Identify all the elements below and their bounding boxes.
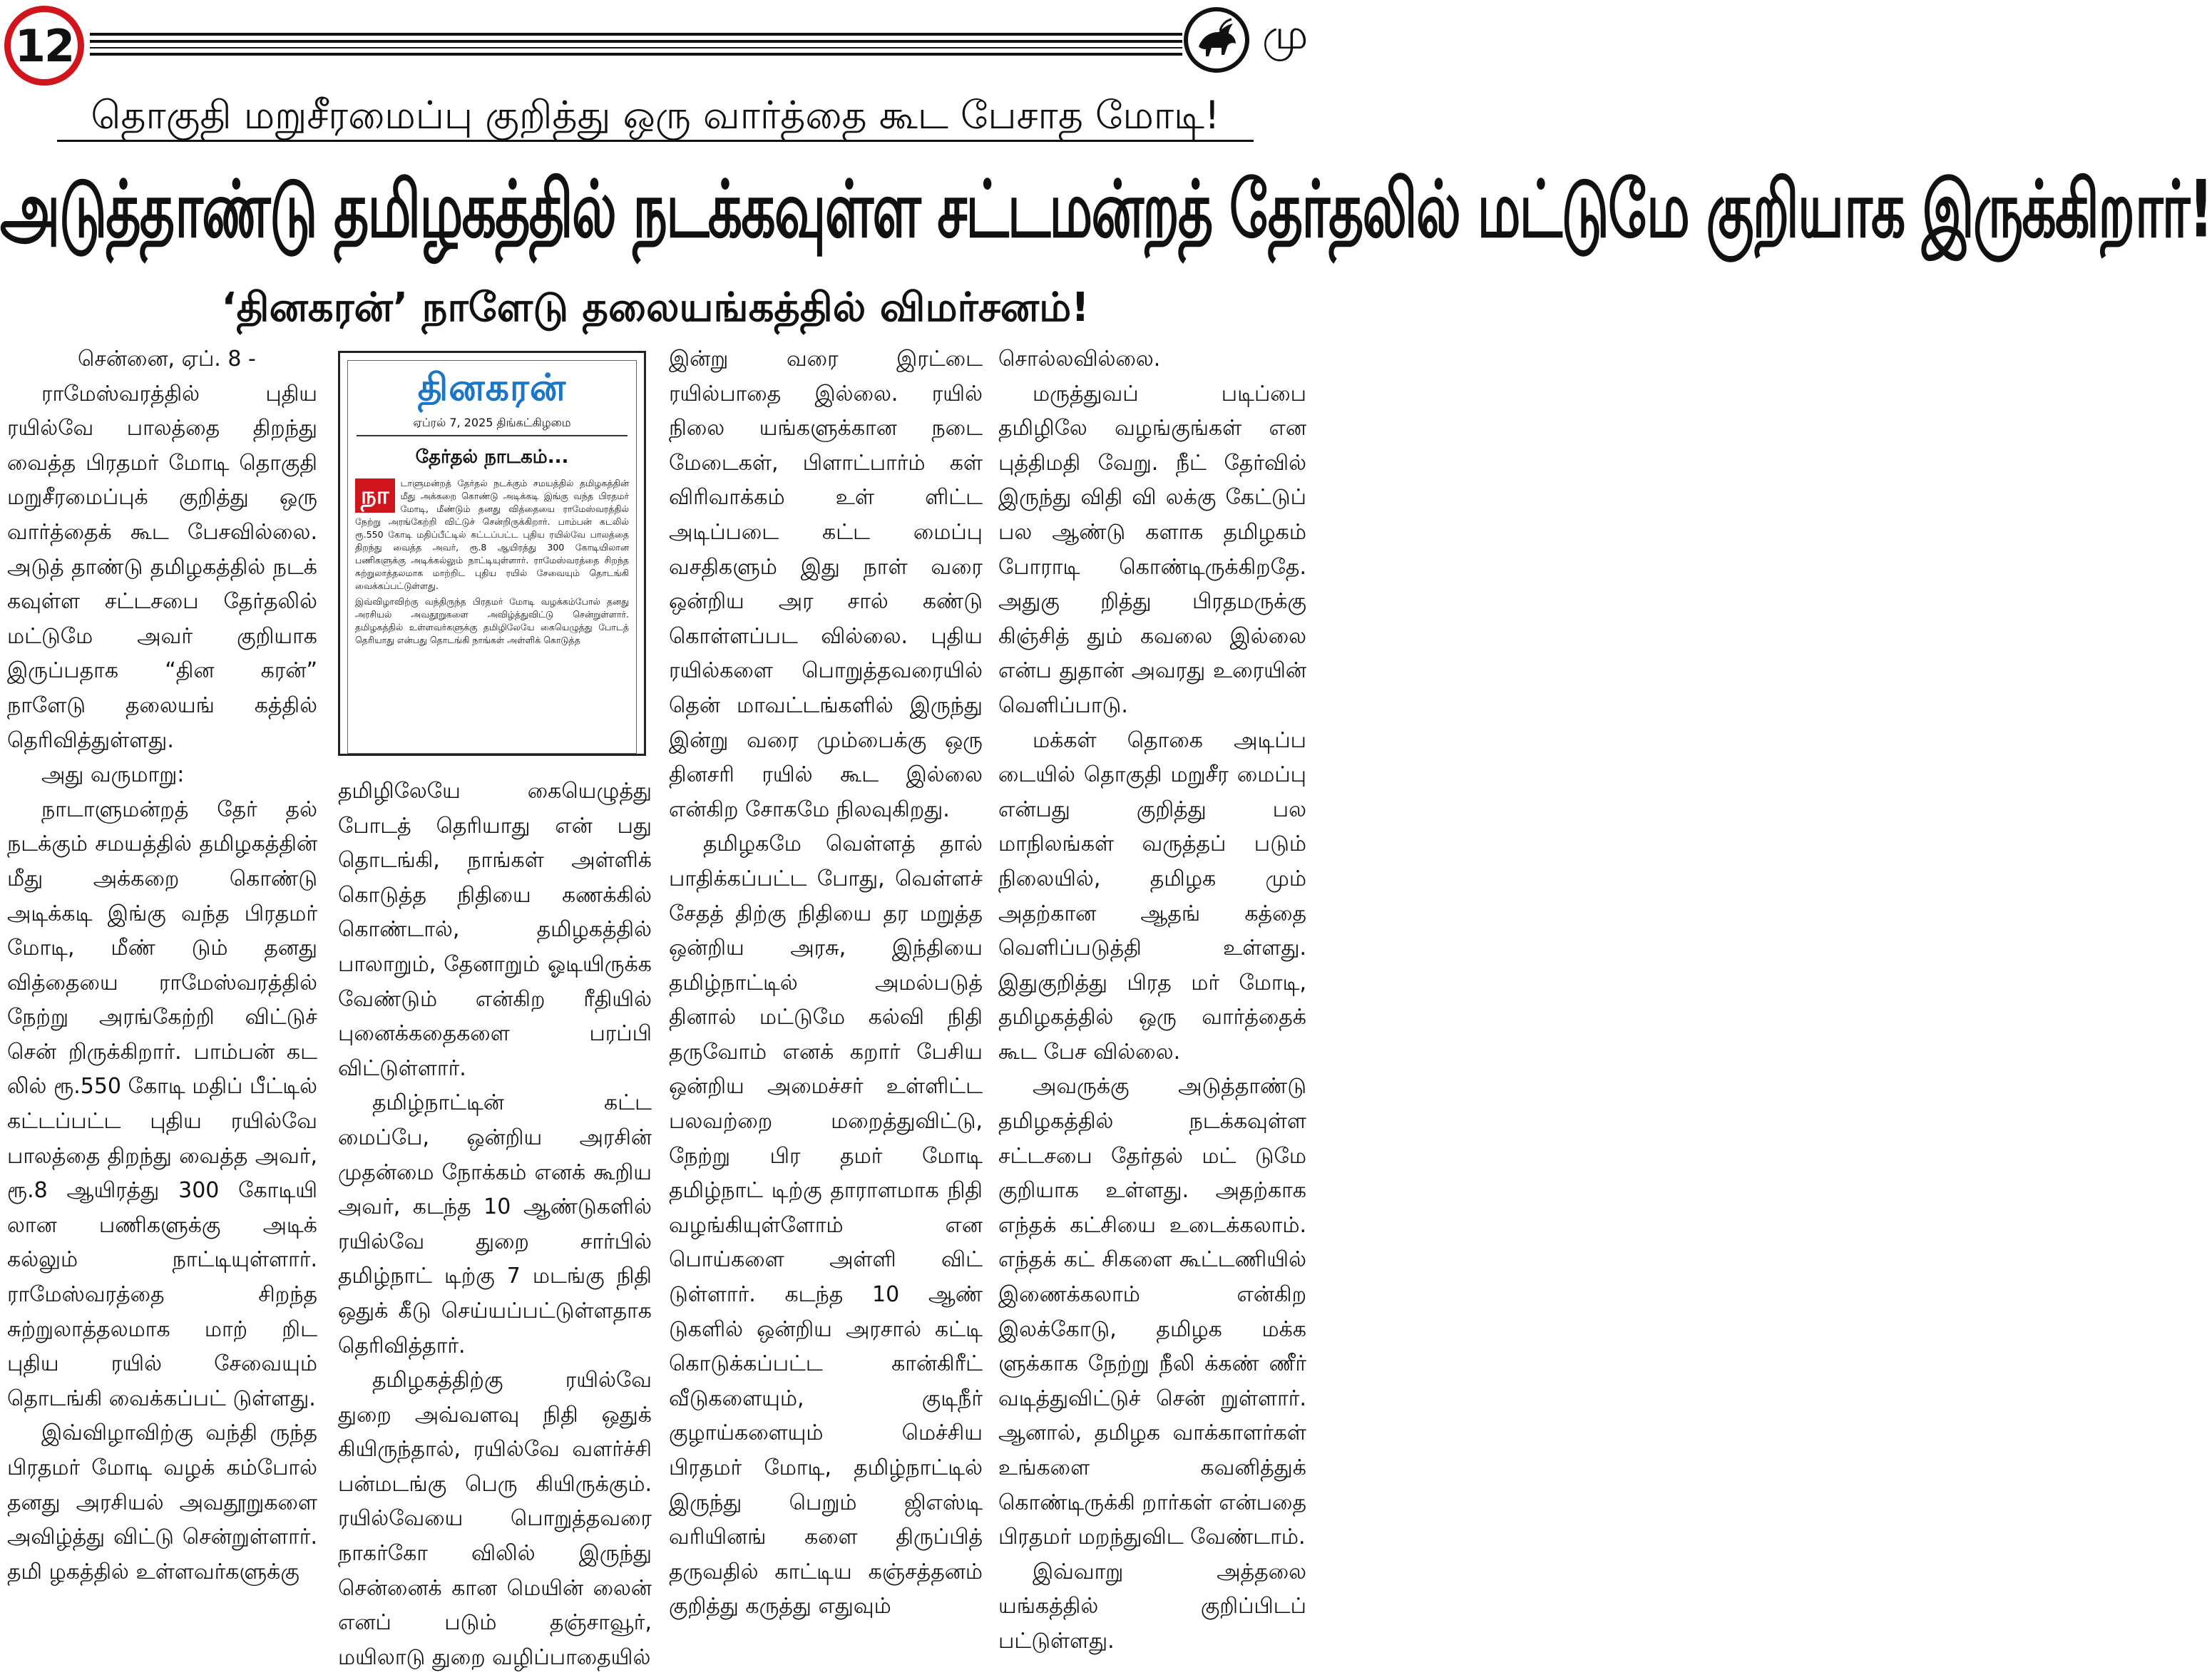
article-paragraph: மக்கள் தொகை அடிப்ப டையில் தொகுதி மறுசீர மைப்பு என்பது குறித்து பல மாநிலங்கள் வருத்தப் படும் நிலையில், தமிழக மும் அதற்கான ஆதங் கத்தை வெளிப்படுத்தி உள்ளது. இதுகுறித்து பிரத மர் மோடி, தமிழகத்தில் ஒரு வார்த்தைக் கூட பேச வில்லை. <box>998 727 1306 1065</box>
article-paragraph: அது வருமாறு: <box>41 762 185 788</box>
masthead-fragment: மு <box>1262 10 1309 58</box>
clipping-logo: தினகரன் <box>417 367 567 409</box>
article-paragraph: நாடாளுமன்றத் தேர் தல் நடக்கும் சமயத்தில் தமிழகத்தின் மீது அக்கறை கொண்டு அடிக்கடி இங்கு வந்த பிரதமர் மோடி, மீண் டும் தனது வித்தையை ராமேஸ்வரத்தில் நேற்று அரங்கேற்றி விட்டுச் சென் றிருக்கிறார். பாம்பன் கட லில் ரூ.550 கோடி மதிப் பீட்டில் கட்டப்பட்ட புதிய ரயில்வே பாலத்தை திறந்து வைத்த அவர், ரூ.8 ஆயிரத்து 300 கோடியி லான பணிகளுக்கு அடிக் கல்லும் நாட்டியுள்ளார். ராமேஸ்வரத்தை சிறந்த சுற்றுலாத்தலமாக மாற் றிட புதிய ரயில் சேவையும் தொடங்கி வைக்கப்பட் டுள்ளது. <box>7 796 317 1411</box>
clipping-frame <box>347 360 637 754</box>
kicker-headline: தொகுதி மறுசீரமைப்பு குறித்து ஒரு வார்த்தை கூட பேசாத மோடி! <box>57 91 1254 142</box>
article-paragraph: சொல்லவில்லை. <box>998 347 1161 372</box>
header-rule <box>90 53 1182 56</box>
bull-emblem-icon <box>1184 7 1249 73</box>
newspaper-clipping <box>338 351 646 756</box>
page-number-badge <box>4 6 84 86</box>
article-paragraph: இவ்விழாவிற்கு வந்தி ருந்த பிரதமர் மோடி வழக் கம்போல் தனது அரசியல் அவதூறுகளை அவிழ்த்து விட்டு சென்றுள்ளார். தமி ழகத்தில் உள்ளவர்களுக்கு <box>7 1420 317 1584</box>
article-paragraph: ராமேஸ்வரத்தில் புதிய ரயில்வே பாலத்தை திறந்து வைத்த பிரதமர் மோடி தொகுதி மறுசீரமைப்புக் குறித்து ஒரு வார்த்தைக் கூட பேசவில்லை. அடுத் தாண்டு தமிழகத்தில் நடக் கவுள்ள சட்டசபை தேர்தலில் மட்டுமே அவர் குறியாக இருப்பதாக “தின கரன்” நாளேடு தலையங் கத்தில் தெரிவித்துள்ளது. <box>7 381 317 753</box>
page-number: 12 <box>14 19 74 72</box>
clipping-paragraph: இவ்விழாவிற்கு வந்திருந்த பிரதமர் மோடி வழக்கம்போல் தனது அரசியல் அவதூறுகளை அவிழ்த்துவிட்டு சென்றுள்ளார். தமிழகத்தில் உள்ளவர்களுக்கு தமிழிலேயே கையெழுத்து போடத் தெரியாது என்பது தொடங்கி நாங்கள் அள்ளிக் கொடுத்த <box>355 596 629 645</box>
article-paragraph: தமிழகமே வெள்ளத் தால் பாதிக்கப்பட்ட போது, வெள்ளச் சேதத் திற்கு நிதியை தர மறுத்த ஒன்றிய அரசு, இந்தியை தமிழ்நாட்டில் அமல்படுத் தினால் மட்டுமே கல்வி நிதி தருவோம் எனக் கறார் பேசிய ஒன்றிய அமைச்சர் உள்ளிட்ட பலவற்றை மறைத்துவிட்டு, நேற்று பிர தமர் மோடி தமிழ்நாட் டிற்கு தாராளமாக நிதி வழங்கியுள்ளோம் என பொய்களை அள்ளி விட் டுள்ளார். கடந்த 10 ஆண் டுகளில் ஒன்றிய அரசால் கட்டி கொடுக்கப்பட்ட கான்கிரீட் வீடுகளையும், குடிநீர் குழாய்களையும் மெச்சிய பிரதமர் மோடி, தமிழ்நாட்டில் இருந்து பெறும் ஜிஎஸ்டி வரியினங் களை திருப்பித் தருவதில் காட்டிய கஞ்சத்தனம் குறித்து கருத்து எதுவும் <box>669 831 983 1619</box>
main-headline: அடுத்தாண்டு தமிழகத்தில் நடக்கவுள்ள சட்டமன்றத் தேர்தலில் மட்டுமே குறியாக இருக்கிறார்! <box>0 163 2212 255</box>
clipping-divider <box>357 435 628 436</box>
header-rule <box>90 33 1182 36</box>
article-paragraph: அவருக்கு அடுத்தாண்டு தமிழகத்தில் நடக்கவுள்ள சட்டசபை தேர்தல் மட் டுமே குறியாக உள்ளது. அதற்காக எந்தக் கட்சியை உடைக்கலாம். எந்தக் கட் சிகளை கூட்டணியில் இணைக்கலாம் என்கிற இலக்கோடு, தமிழக மக்க ளுக்காக நேற்று நீலி க்கண் ணீர் வடித்துவிட்டுச் சென் றுள்ளார். ஆனால், தமிழக வாக்காளர்கள் உங்களை கவனித்துக் கொண்டிருக்கி றார்கள் என்பதை பிரதமர் மறந்துவிட வேண்டாம். <box>998 1074 1306 1550</box>
article-paragraph: இவ்வாறு அத்தலை யங்கத்தில் குறிப்பிடப் பட்டுள்ளது. <box>998 1559 1306 1654</box>
article-column-3 <box>669 342 983 1670</box>
article-paragraph: மருத்துவப் படிப்பை தமிழிலே வழங்குங்கள் என புத்திமதி வேறு. நீட் தேர்வில் இருந்து விதி வி லக்கு கேட்டுப் பல ஆண்டு களாக தமிழகம் போராடி கொண்டிருக்கிறதே. அதுகு றித்து பிரதமருக்கு கிஞ்சித் தும் கவலை இல்லை என்ப துதான் அவரது உரையின் வெளிப்பாடு. <box>998 381 1306 718</box>
clipping-date: ஏப்ரல் 7, 2025 திங்கட்கிழமை <box>413 416 571 429</box>
header-rule <box>90 40 1182 43</box>
sub-headline: ‘தினகரன்’ நாளேடு தலையங்கத்தில் விமர்சனம்! <box>221 285 1090 331</box>
article-paragraph: இன்று வரை இரட்டை ரயில்பாதை இல்லை. ரயில் நிலை யங்களுக்கான நடை மேடைகள், பிளாட்பார்ம் கள் விரிவாக்கம் உள் ளிட்ட அடிப்படை கட்ட மைப்பு வசதிகளும் இது நாள் வரை ஒன்றிய அர சால் கண்டு கொள்ளப்பட வில்லை. புதிய ரயில்களை பொறுத்தவரையில் தென் மாவட்டங்களில் இருந்து இன்று வரை மும்பைக்கு ஒரு தினசரி ரயில் கூட இல்லை என்கிற சோகமே நிலவுகிறது. <box>669 347 983 822</box>
clipping-body <box>348 477 636 647</box>
clipping-drop-cap: நா <box>355 478 395 513</box>
article-paragraph: தமிழகத்திற்கு ரயில்வே துறை அவ்வளவு நிதி ஒதுக் கியிருந்தால், ரயில்வே வளர்ச்சி பன்மடங்கு பெரு கியிருக்கும். ரயில்வேயை பொறுத்தவரை நாகர்கோ விலில் இருந்து சென்னைக் கான மெயின் லைன் எனப் படும் தஞ்சாவூர், மயிலாடு துறை வழிப்பாதையில் <box>338 1368 652 1670</box>
article-column-4 <box>998 342 1306 1670</box>
header-rule <box>90 47 1182 48</box>
dateline: சென்னை, ஏப். 8 - <box>78 347 256 372</box>
article-paragraph: தமிழ்நாட்டின் கட்ட மைப்பே, ஒன்றிய அரசின் முதன்மை நோக்கம் எனக் கூறிய அவர், கடந்த 10 ஆண்டுகளில் ரயில்வே துறை சார்பில் தமிழ்நாட் டிற்கு 7 மடங்கு நிதி ஒதுக் கீடு செய்யப்பட்டுள்ளதாக தெரிவித்தார். <box>338 1090 652 1358</box>
article-paragraph: தமிழிலேயே கையெழுத்து போடத் தெரியாது என் பது தொடங்கி, நாங்கள் அள்ளிக் கொடுத்த நிதியை கணக்கில் கொண்டால், தமிழகத்தில் பாலாறும், தேனாறும் ஓடியிருக்க வேண்டும் என்கிற ரீதியில் புனைக்கதைகளை பரப்பி விட்டுள்ளார். <box>338 779 652 1081</box>
article-column-1 <box>7 342 317 1670</box>
clipping-title: தேர்தல் நாடகம்... <box>415 446 569 468</box>
clipping-paragraph: டாளுமன்றத் தேர்தல் நடக்கும் சமயத்தில் தமிழகத்தின் மீது அக்கறை கொண்டு அடிக்கடி இங்கு வந்த பிரதமர் மோடி, மீண்டும் தனது வித்தையை ராமேஸ்வரத்தில் நேற்று அரங்கேற்றி விட்டுச் சென்றிருக்கிறார். பாம்பன் கடலில் ரூ.550 கோடி மதிப்பீட்டில் கட்டப்பட்ட புதிய ரயில்வே பாலத்தை திறந்து வைத்த அவர், ரூ.8 ஆயிரத்து 300 கோடியிலான பணிகளுக்கு அடிக்கல்லும் நாட்டியுள்ளார். ராமேஸ்வரத்தை சிறந்த சுற்றுலாத்தலமாக மாற்றிட புதிய ரயில் சேவையும் தொடங்கி வைக்கப்பட்டுள்ளது. <box>355 478 629 591</box>
article-column-2 <box>338 774 652 1670</box>
